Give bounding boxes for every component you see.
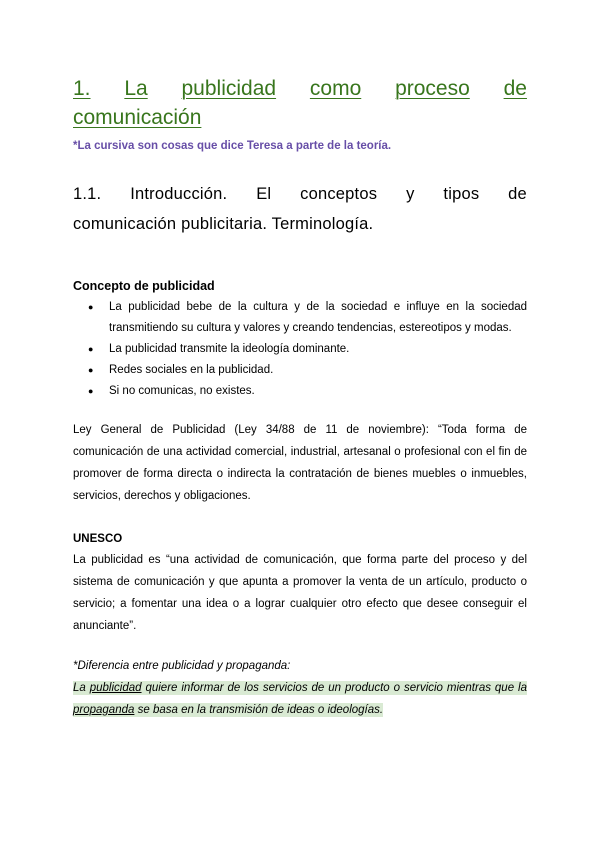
propaganda-term: propaganda [73,704,135,716]
diferencia-title: *Diferencia entre publicidad y propaganda: [73,660,291,672]
bullet-icon: ● [88,365,94,375]
subheading-word: 1.1. [73,185,102,203]
subheading-word: y [406,185,415,203]
list-item-text: La publicidad transmite la ideología dominante. [109,343,350,355]
subsection-heading-line-1 [73,179,527,209]
section-heading-line-1 [73,74,527,103]
unesco-paragraph: La publicidad es “una actividad de comunicación, que forma parte del proceso y del sistema de comunicación y que apunta a promover la venta de un artículo, producto o servicio; a fomentar una idea o a lograr cualquier otro efecto que desee conseguir el anunciante”. [73,554,527,632]
subsection-heading [73,179,527,239]
diferencia-text-part: quiere informar de los servicios de un producto o servicio mientras que la [141,682,527,694]
heading-word: de [503,77,527,100]
list-item [73,381,527,402]
subheading-word: El [256,185,272,203]
list-item [73,360,527,381]
heading-word: publicidad [181,77,277,100]
document-page [73,74,527,721]
subheading-word: de [508,185,527,203]
list-item [73,339,527,360]
diferencia-text-part: se basa en la transmisión de ideas o ideologías. [134,704,384,716]
bullet-icon: ● [88,386,94,396]
italic-legend-note: *La cursiva son cosas que dice Teresa a parte de la teoría. [73,140,392,152]
section-heading [73,74,527,132]
subheading-word: conceptos [300,185,378,203]
concepto-title: Concepto de publicidad [73,279,215,293]
concepto-bullet-list [73,297,527,402]
diferencia-text-part: La [73,682,90,694]
subheading-word: tipos [443,185,480,203]
bullet-icon: ● [88,344,94,354]
section-heading-line-2: comunicación [73,106,202,129]
ley-paragraph: Ley General de Publicidad (Ley 34/88 de 11 de noviembre): “Toda forma de comunicación de una actividad comercial, industrial, artesanal o profesional con el fin de promover de forma directa o indirecta la contratación de bienes muebles o inmuebles, servicios, derechos y obligaciones. [73,424,527,502]
heading-word: 1. [73,77,91,100]
bullet-icon: ● [88,302,94,312]
list-item-text: La publicidad bebe de la cultura y de la sociedad e influye en la sociedad transmitiendo su cultura y valores y creando tendencias, estereotipos y modas. [109,301,527,334]
list-item-text: Si no comunicas, no existes. [109,385,255,397]
list-item [73,297,527,339]
highlight-span [73,681,527,717]
diferencia-highlighted-text [73,677,527,721]
publicidad-term: publicidad [89,682,142,694]
heading-word: proceso [395,77,470,100]
subsection-heading-line-2: comunicación publicitaria. Terminología. [73,215,374,233]
subheading-word: Introducción. [130,185,228,203]
list-item-text: Redes sociales en la publicidad. [109,364,274,376]
heading-word: como [309,77,362,100]
unesco-title: UNESCO [73,533,123,545]
heading-word: La [124,77,148,100]
